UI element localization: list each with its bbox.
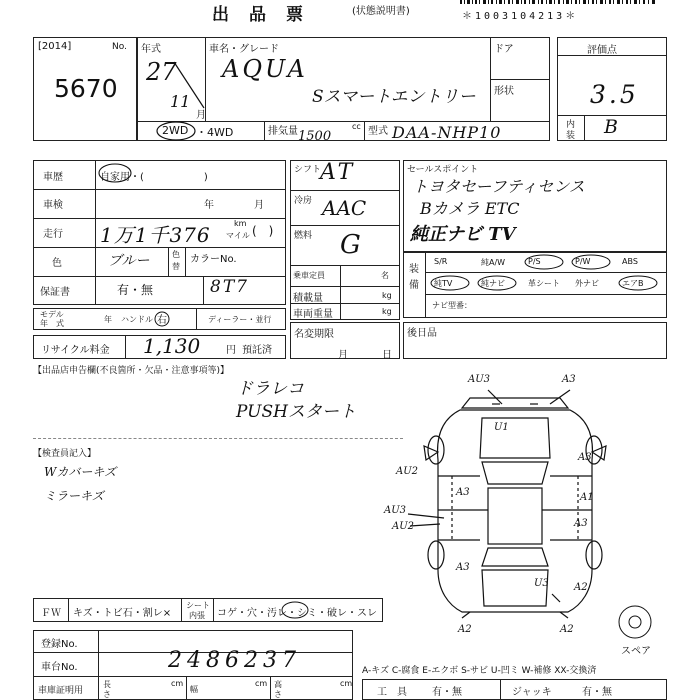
equipment-row2-item-0: 純TV [434, 279, 453, 288]
interior-label-1: 内 [566, 120, 576, 130]
tools-label: 工 具 [377, 687, 407, 698]
grade-value: Sスマートエントリー [312, 87, 476, 107]
recycle-deposit: 預託済 [242, 345, 272, 356]
height-cm: cm [340, 679, 353, 688]
model-year-unit: 年 [104, 315, 112, 324]
inspector-note-1: Wカバーキズ [44, 465, 117, 479]
recycle-unit: 円 [226, 345, 236, 356]
equipment-row1-item-4: ABS [622, 257, 638, 266]
seller-note-2: PUSHスタート [236, 402, 356, 422]
seat-label-1: シート [186, 601, 210, 610]
warranty-value: 有・無 [117, 283, 154, 297]
mark-right-mid: A1 [580, 492, 594, 503]
model-year-label-1: モデル [40, 310, 64, 319]
month-suffix: 月 [196, 110, 206, 121]
name-change-day: 日 [382, 350, 392, 361]
lot-year-tag: [2014] [38, 41, 72, 52]
history-circle [98, 162, 132, 184]
car-diagram [400, 380, 650, 630]
equipment-row2-circle-1 [476, 274, 520, 293]
load-unit: kg [382, 291, 392, 300]
equipment-row2-item-2: 革シート [528, 279, 560, 288]
model-year-label-2: 年 式 [40, 319, 64, 328]
color-no-label: カラーNo. [190, 254, 237, 265]
fw-value: キズ・トビ石・割レ× [73, 608, 172, 619]
width-label: 幅 [190, 685, 198, 694]
mileage-unit-km: km [234, 219, 247, 228]
handle-label: ハンドル [121, 315, 153, 324]
handle-circle [153, 310, 171, 328]
recycle-value: 1,130 [143, 334, 201, 358]
equipment-row2-circle-4 [617, 274, 661, 293]
mark-left-mid-2: AU2 [392, 521, 415, 532]
drive-2wd: 2WD [162, 124, 189, 137]
dealer-label: ディーラー・並行 [208, 315, 272, 324]
cert-label: 車庫証明用 [38, 686, 84, 696]
drive-2wd-circle [156, 121, 198, 143]
seat-value: コゲ・穴・汚レ・シミ・破レ・スレ [217, 608, 377, 619]
color-no-value: 8T7 [210, 277, 249, 297]
mark-right-front: A3 [578, 452, 592, 463]
equipment-row1-circle-2 [523, 253, 567, 272]
equipment-row2-item-1: 純ナビ [481, 279, 505, 288]
inspector-notes-label: 【検査員記入】 [33, 449, 97, 459]
seat-dirt-circle [280, 600, 312, 620]
mark-roof: U1 [494, 422, 509, 433]
seat-label-2: 内張 [189, 611, 205, 620]
equipment-row1-item-3: P/W [575, 257, 591, 266]
barcode [460, 0, 660, 6]
height-label-1: 高 [274, 680, 282, 689]
equipment-label-1: 装 [409, 264, 419, 275]
year-value: 27 [146, 58, 177, 86]
later-date-label: 後日品 [407, 328, 437, 339]
mark-front-left: AU3 [468, 374, 491, 385]
mileage-unit-mile: マイル [226, 231, 250, 240]
reg-no-label: 登録No. [41, 639, 78, 650]
length-cm: cm [171, 679, 184, 688]
spare-tire-icon [617, 604, 653, 640]
equipment-row1-item-2: P/S [528, 257, 541, 266]
inspector-note-2: ミラーキズ [44, 489, 104, 503]
shape-label: 形状 [494, 86, 514, 97]
equipment-row2-item-4: エアB [622, 279, 644, 288]
chassis-label: 車台No. [41, 662, 78, 673]
history-value: 自家用・( ) [100, 172, 208, 183]
name-value: AQUA [222, 55, 308, 83]
capacity-unit: 名 [381, 271, 389, 280]
sales-point-line-2: Bカメラ ETC [420, 199, 520, 218]
year-label: 年式 [141, 44, 161, 55]
tools-value: 有・無 [432, 687, 462, 698]
fw-label: ＦＷ [41, 608, 61, 619]
inspection-month: 月 [254, 200, 264, 211]
model-label: 型式 [368, 126, 388, 137]
mark-rear-right: A2 [574, 582, 588, 593]
year-slash [170, 60, 210, 110]
handle-value: 右 [157, 315, 167, 326]
mark-left-front: AU2 [396, 466, 419, 477]
equipment-row2-item-3: 外ナビ [575, 279, 599, 288]
spare-label: スペア [621, 646, 651, 657]
seller-note-1: ドラレコ [236, 379, 304, 399]
displacement-unit: cc [352, 122, 361, 131]
lot-no-label: No. [112, 42, 127, 52]
equipment-label-2: 備 [409, 280, 419, 291]
mark-front-right: A3 [562, 374, 576, 385]
color-change-label-2: 替 [172, 262, 180, 271]
name-change-month: 月 [338, 350, 348, 361]
mark-rear-bottom-left: A2 [458, 624, 472, 635]
score-value: 3.5 [590, 80, 639, 109]
jack-label: ジャッキ [512, 687, 552, 698]
mark-hood: A3 [456, 487, 470, 498]
damage-legend: A-キズ C-腐食 E-エクボ S-サビ U-凹ミ W-補修 XX-交換済 [362, 666, 597, 676]
equipment-row1-item-1: 純A/W [481, 258, 506, 267]
color-label: 色 [52, 258, 62, 269]
mark-rear-left: A3 [456, 562, 470, 573]
mark-right-mid-2: A3 [574, 518, 588, 529]
page-subtitle: (状態説明書) [352, 6, 410, 17]
fuel-label: 燃料 [294, 231, 313, 241]
inspection-year: 年 [204, 200, 214, 211]
weight-label: 車両重量 [293, 309, 333, 320]
warranty-label: 保証書 [40, 287, 70, 298]
shift-label: シフト [294, 165, 322, 175]
width-cm: cm [255, 679, 268, 688]
mark-rear-bottom-right: A2 [560, 624, 574, 635]
mileage-value: 1万1千376 [100, 223, 211, 247]
month-value: 11 [170, 92, 191, 111]
fuel-value: G [340, 230, 361, 260]
mark-trunk: U3 [534, 578, 549, 589]
ac-value: AAC [322, 196, 367, 220]
score-label: 評価点 [587, 45, 617, 56]
mileage-label: 走行 [43, 229, 63, 240]
equipment-row1-item-0: S/R [434, 257, 448, 266]
barcode-number: ＊1003104213＊ [462, 11, 579, 22]
sales-point-label: セールスポイント [407, 165, 479, 175]
chassis-value: 2486237 [168, 648, 301, 673]
name-change-label: 名変期限 [294, 329, 334, 340]
weight-unit: kg [382, 307, 392, 316]
mileage-paren: ( ) [252, 224, 274, 238]
equipment-row1-circle-3 [570, 253, 614, 272]
capacity-label: 乗車定員 [293, 271, 325, 280]
model-value: DAA-NHP10 [392, 123, 502, 142]
name-label: 車名・グレード [209, 44, 279, 55]
interior-label-2: 装 [566, 131, 576, 141]
sales-point-line-1: トヨタセーフティセンス [412, 177, 585, 196]
height-label-2: さ [274, 690, 282, 699]
displacement-label: 排気量 [268, 126, 298, 137]
seller-notes-label: 【出品店申告欄(不良箇所・欠品・注意事項等)】 [33, 366, 230, 376]
load-label: 積載量 [293, 293, 323, 304]
displacement-value: 1500 [298, 129, 332, 144]
length-label-2: さ [103, 690, 111, 699]
jack-value: 有・無 [582, 687, 612, 698]
door-label: ドア [494, 44, 514, 55]
ac-label: 冷房 [294, 196, 313, 206]
mark-left-mid-1: AU3 [384, 505, 407, 516]
later-date-box [403, 322, 667, 359]
interior-value: B [604, 116, 618, 138]
recycle-label: リサイクル料金 [41, 345, 110, 356]
page-title: 出品票 [212, 5, 323, 25]
sales-point-line-3: 純正ナビ TV [410, 224, 516, 245]
navi-model-label: ナビ型番： [432, 301, 472, 310]
lot-number: 5670 [54, 74, 118, 103]
color-change-label-1: 色 [172, 250, 180, 259]
history-label: 車歴 [43, 172, 63, 183]
length-label-1: 長 [103, 680, 111, 689]
shift-value: AT [320, 160, 356, 185]
color-value: ブルー [108, 253, 150, 269]
inspection-label: 車検 [43, 200, 63, 211]
equipment-row2-circle-0 [429, 274, 473, 293]
drive-4wd: ・4WD [196, 126, 234, 139]
